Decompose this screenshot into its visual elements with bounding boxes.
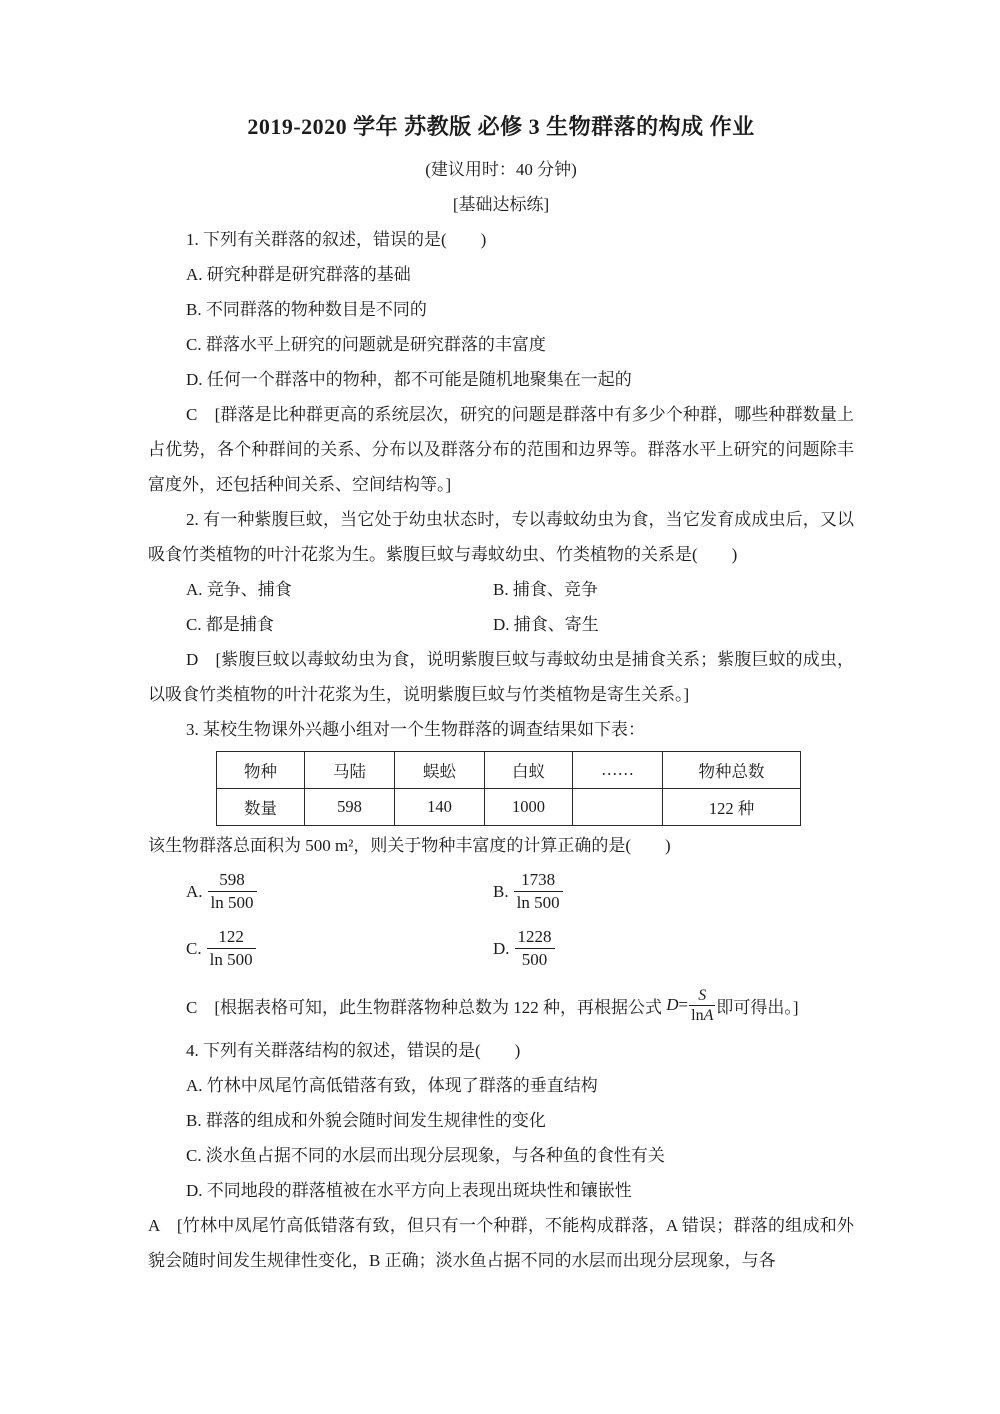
q4-option-b: B. 群落的组成和外貌会随时间发生规律性的变化	[186, 1111, 546, 1130]
fraction-numerator: 1228	[517, 927, 552, 946]
q3-stem: 3. 某校生物课外兴趣小组对一个生物群落的调查结果如下表：	[186, 720, 645, 739]
q2-option-c: C. 都是捕食	[186, 615, 274, 634]
q4-stem: 4. 下列有关群落结构的叙述，错误的是( )	[186, 1041, 521, 1060]
q3-option-d	[493, 920, 854, 977]
q2-option-a: A. 竞争、捕食	[186, 580, 292, 599]
q2-options	[148, 572, 854, 642]
fraction-denominator: ln 500	[514, 891, 563, 914]
q3-answer-prefix: C [根据表格可知，此生物群落物种总数为 122 种，再根据公式	[186, 997, 667, 1017]
table-cell: 122 种	[663, 789, 801, 826]
table-header-cell: 蜈蚣	[395, 752, 485, 789]
table-header-cell: 白蚁	[485, 752, 573, 789]
formula-variable-a: A	[703, 1006, 714, 1024]
q2-option-d: D. 捕食、寄生	[493, 615, 599, 634]
q2-stem: 2. 有一种紫腹巨蚊，当它处于幼虫状态时，专以毒蚊幼虫为食，当它发育成成虫后，又以吸食竹类植物的叶汁花浆为生。紫腹巨蚊与毒蚊幼虫、竹类植物的关系是( )	[148, 510, 854, 564]
fraction-denominator: ln 500	[207, 948, 256, 971]
table-header-row	[217, 752, 801, 789]
q2-option-b: B. 捕食、竞争	[493, 580, 598, 599]
q3-option-b	[493, 863, 854, 920]
formula-variable-d: D	[666, 995, 679, 1014]
formula-numerator-s: S	[698, 986, 707, 1004]
table-cell: 140	[395, 789, 485, 826]
fraction-label: C.	[186, 938, 202, 958]
suggested-time: (建议用时：40 分钟)	[425, 160, 577, 179]
fraction-numerator: 598	[219, 870, 245, 889]
q1-stem: 1. 下列有关群落的叙述，错误的是( )	[186, 230, 487, 249]
q4-answer: A [竹林中凤尾竹高低错落有致，但只有一个种群，不能构成群落，A 错误；群落的组成和外貌会随时间发生规律性变化，B 正确；淡水鱼占据不同的水层而出现分层现象，与各	[148, 1216, 854, 1270]
fraction	[208, 869, 257, 914]
table-header-cell: ……	[573, 752, 663, 789]
fraction-numerator: 1738	[521, 870, 556, 889]
q3-fraction-options	[148, 863, 854, 977]
formula-ln: ln	[691, 1006, 704, 1024]
q1-option-b: B. 不同群落的物种数目是不同的	[186, 300, 427, 319]
table-header-cell: 马陆	[305, 752, 395, 789]
formula-equals: =	[678, 995, 689, 1014]
q4-option-a: A. 竹林中凤尾竹高低错落有致，体现了群落的垂直结构	[186, 1076, 598, 1095]
q1-option-d: D. 任何一个群落中的物种，都不可能是随机地聚集在一起的	[186, 370, 632, 389]
page-title: 2019-2020 学年 苏教版 必修 3 生物群落的构成 作业	[247, 114, 755, 139]
formula-fraction	[689, 986, 715, 1025]
table-header-cell: 物种总数	[663, 752, 801, 789]
fraction-numerator: 122	[218, 927, 244, 946]
fraction-label: D.	[493, 938, 510, 958]
fraction	[207, 926, 256, 971]
q4-option-c: C. 淡水鱼占据不同的水层而出现分层现象，与各种鱼的食性有关	[186, 1146, 665, 1165]
q3-posttable-text: 该生物群落总面积为 500 m²，则关于物种丰富度的计算正确的是( )	[148, 836, 671, 855]
table-cell	[573, 789, 663, 826]
fraction-label: B.	[493, 881, 509, 901]
q1-option-a: A. 研究种群是研究群落的基础	[186, 265, 411, 284]
q3-answer	[148, 977, 854, 1033]
q1-option-c: C. 群落水平上研究的问题就是研究群落的丰富度	[186, 335, 546, 354]
q2-answer: D [紫腹巨蚊以毒蚊幼虫为食，说明紫腹巨蚊与毒蚊幼虫是捕食关系；紫腹巨蚊的成虫，以吸食竹类植物的叶汁花浆为生，说明紫腹巨蚊与竹类植物是寄生关系。]	[148, 650, 854, 704]
q3-option-a	[186, 863, 493, 920]
table-cell: 598	[305, 789, 395, 826]
species-count-table	[216, 751, 801, 826]
table-header-cell: 物种	[217, 752, 305, 789]
q3-option-c	[186, 920, 493, 977]
table-cell: 1000	[485, 789, 573, 826]
fraction	[515, 926, 555, 971]
section-label: [基础达标练]	[452, 195, 550, 214]
fraction	[514, 869, 563, 914]
q3-answer-suffix: 即可得出。]	[716, 997, 799, 1017]
table-value-row	[217, 789, 801, 826]
q1-answer: C [群落是比种群更高的系统层次，研究的问题是群落中有多少个种群，哪些种群数量上占优势，各个种群间的关系、分布以及群落分布的范围和边界等。群落水平上研究的问题除丰富度外，还包括种间关系、空间结构等。]	[148, 405, 854, 494]
fraction-denominator: 500	[515, 948, 555, 971]
fraction-label: A.	[186, 881, 203, 901]
fraction-denominator: ln 500	[208, 891, 257, 914]
q4-option-d: D. 不同地段的群落植被在水平方向上表现出斑块性和镶嵌性	[186, 1181, 632, 1200]
table-cell: 数量	[217, 789, 305, 826]
